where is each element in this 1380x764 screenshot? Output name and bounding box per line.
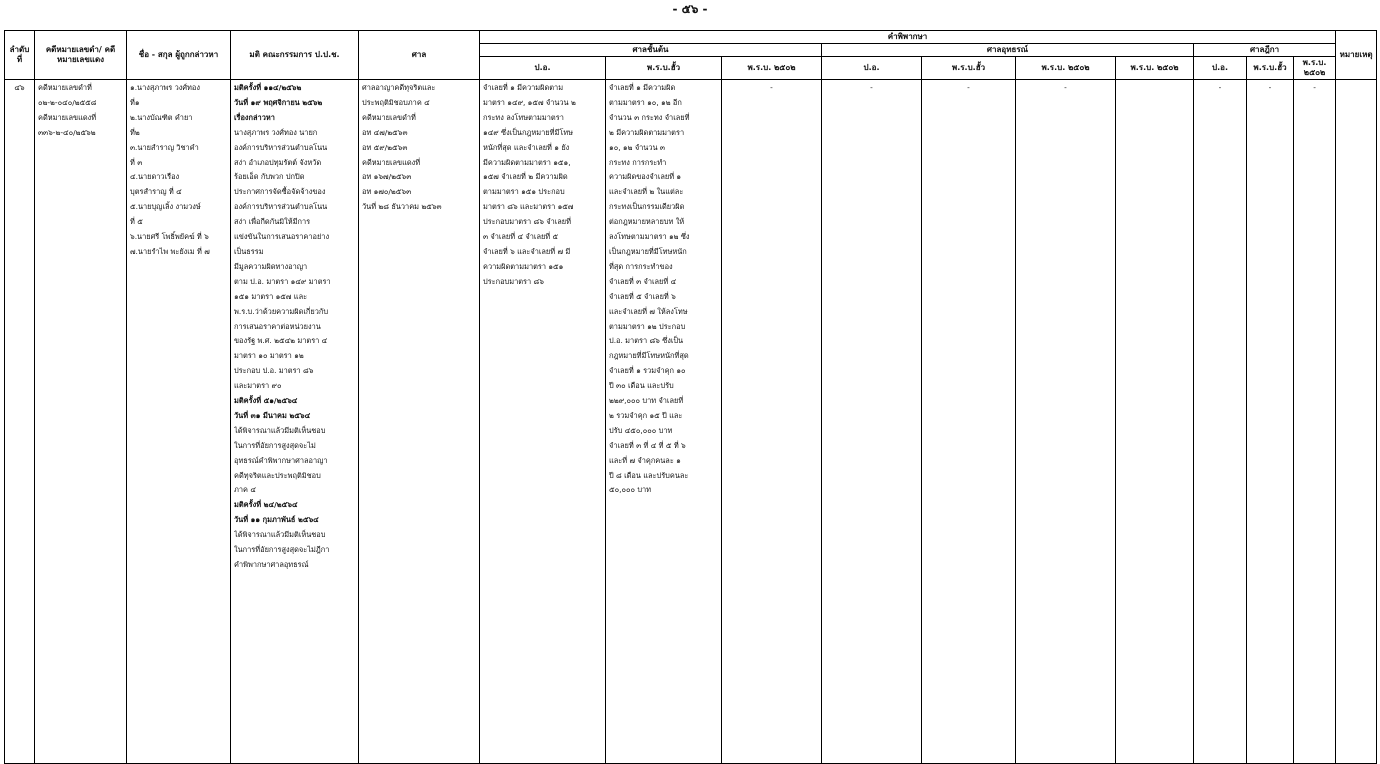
header-appeal-act-2502: พ.ร.บ. ๒๕๐๒ (1016, 57, 1116, 80)
text-line: ปี ๓๐ เดือน และปรับ (609, 381, 674, 391)
text-line: อท ๑๗๐/๒๕๖๓ (362, 187, 412, 197)
text-line: ศาลอาญาคดีทุจริตและ (362, 83, 436, 92)
header-first-instance: ศาลชั้นต้น (480, 44, 822, 57)
text-line: คดีหมายเลขดำที่ (362, 112, 416, 122)
cell-first-act-2502: - (722, 80, 822, 764)
text-line: ในการที่อัยการสูงสุดจะไม่ฎีกา (234, 545, 330, 555)
header-accused: ชื่อ - สกุล ผู้ถูกกล่าวหา (127, 31, 231, 80)
text-line: ลงโทษตามมาตรา ๑๒ ซึ่ง (609, 232, 690, 242)
cell-appeal-bidding-act: - (922, 80, 1016, 764)
text-line: มติครั้งที่ ๕๑/๒๕๖๔ (234, 396, 298, 406)
text-line: ที่๑ (130, 97, 140, 107)
text-line: กระทง ลงโทษตามมาตรา (483, 112, 564, 122)
text-line: จำเลยที่ ๓ จำเลยที่ ๔ (609, 276, 677, 286)
text-line: ตามมาตรา ๑๐, ๑๒ อีก (609, 97, 682, 107)
text-line: อุทธรณ์คำพิพากษาศาลอาญา (234, 455, 328, 465)
text-line: อท ๔๗/๒๕๖๓ (362, 127, 408, 137)
cell-first-bidding-act (606, 80, 722, 764)
text-line: ๒ มีความผิดตามมาตรา (609, 127, 685, 137)
header-row-1 (5, 31, 1377, 44)
text-line: แข่งขันในการเสนอราคาอย่าง (234, 232, 330, 242)
text-line: และจำเลยที่ ๗ ให้ลงโทษ (609, 306, 688, 316)
text-line: กฎหมายที่มีโทษหนักที่สุด (609, 351, 689, 361)
text-line: ของรัฐ พ.ศ. ๒๕๔๒ มาตรา ๔ (234, 336, 328, 346)
header-judgment: คำพิพากษา (480, 31, 1336, 44)
text-line: คดีหมายเลขแดงที่ (38, 112, 97, 122)
text-line: ๓.นายสำราญ วิชาคำ (130, 142, 199, 152)
text-line: มีมูลความผิดทางอาญา (234, 261, 308, 271)
cell-appeal-act-2502-b (1116, 80, 1194, 764)
cell-appeal-act-2502: - (1016, 80, 1116, 764)
text-line: ที่ ๓ (130, 157, 143, 167)
text-line: ๑๕๑ มาตรา ๑๕๗ และ (234, 291, 308, 301)
header-supreme-act-2502-line2: ๒๕๐๒ (1303, 68, 1326, 77)
text-line: ๑๐, ๑๒ จำนวน ๓ (609, 142, 665, 152)
text-line: ประกาศการจัดซื้อจัดจ้างของ (234, 187, 326, 197)
text-line: ประกอบ ป.อ. มาตรา ๘๖ (234, 366, 314, 376)
text-line: จำเลยที่ ๓ ที่ ๔ ที่ ๕ ที่ ๖ (609, 440, 686, 450)
text-line: ที่สุด การกระทำของ (609, 261, 673, 271)
text-line: ประกอบมาตรา ๘๖ (483, 276, 544, 286)
text-line: จำนวน ๓ กระทง จำเลยที่ (609, 112, 690, 122)
text-line: ๕.นายบุญเลิ้ง งามวงษ์ (130, 202, 201, 212)
cell-case-no (35, 80, 127, 764)
text-line: จำเลยที่ ๑ รวมจำคุก ๑๐ (609, 366, 686, 376)
header-appeal: ศาลอุทธรณ์ (822, 44, 1194, 57)
text-line: อท ๑๖๗/๒๕๖๓ (362, 172, 412, 182)
header-resolution: มติ คณะกรรมการ ป.ป.ช. (231, 31, 359, 80)
text-line: คดีหมายเลขดำที่ (38, 83, 92, 92)
text-line: ร้อยเอ็ด กับพวก ปกปิด (234, 172, 305, 182)
text-line: ป.อ. มาตรา ๘๖ ซึ่งเป็น (609, 336, 684, 346)
text-line: ๑.นางสุภาพร วงศ์ทอง (130, 83, 200, 92)
cell-resolution (231, 80, 359, 764)
text-line: ๒ รวมจำคุก ๑๕ ปี และ (609, 410, 683, 420)
text-line: เรื่องกล่าวหา (234, 112, 275, 122)
text-line: ได้พิจารณาแล้วมีมติเห็นชอบ (234, 530, 326, 540)
text-line: จำเลยที่ ๖ และจำเลยที่ ๗ มี (483, 246, 571, 256)
cell-remarks (1336, 80, 1377, 764)
text-line: คดีหมายเลขแดงที่ (362, 157, 421, 167)
text-line: สง่า เพื่อกีดกันมิให้มีการ (234, 217, 311, 227)
text-line: มาตรา ๑๐ มาตรา ๑๒ (234, 351, 304, 361)
text-line: ในการที่อัยการสูงสุดจะไม่ (234, 440, 316, 450)
text-line: ที่๒ (130, 127, 140, 137)
text-line: ๔.นายดาวเรือง (130, 172, 180, 182)
text-line: ๕๐,๐๐๐ บาท (609, 485, 652, 495)
text-line: องค์การบริหารส่วนตำบลโนน (234, 142, 328, 152)
text-line: ตาม ป.อ. มาตรา ๑๔๙ มาตรา (234, 276, 331, 286)
text-line: ๓๓๖-๒-๔๐/๒๕๖๒ (38, 127, 96, 137)
text-line: สง่า อำเภอปทุมรัตต์ จังหวัด (234, 157, 322, 167)
text-line: อท ๕๙/๒๕๖๓ (362, 142, 408, 152)
text-line: กระทง การกระทำ (609, 157, 667, 167)
cell-first-criminal-code (480, 80, 606, 764)
header-appeal-bidding-act: พ.ร.บ.ฮั้ว (922, 57, 1016, 80)
header-supreme-act-2502-line1: พ.ร.บ. (1302, 58, 1327, 67)
text-line: ได้พิจารณาแล้วมีมติเห็นชอบ (234, 425, 326, 435)
text-line: ๓ จำเลยที่ ๔ จำเลยที่ ๕ (483, 232, 559, 242)
header-first-bidding-act: พ.ร.บ.ฮั้ว (606, 57, 722, 80)
text-line: มติครั้งที่ ๒๔/๒๕๖๔ (234, 500, 298, 510)
cell-supreme-bidding-act: - (1247, 80, 1294, 764)
text-line: มาตรา ๘๖ และมาตรา ๑๕๗ (483, 202, 574, 212)
cell-court (359, 80, 480, 764)
text-line: ภาค ๔ (234, 485, 256, 495)
text-line: ตามมาตรา ๑๒ ประกอบ (609, 321, 686, 331)
text-line: ต่อกฎหมายหลายบท ให้ (609, 217, 685, 227)
judgment-table (4, 30, 1377, 764)
text-line: จำเลยที่ ๑ มีความผิดตาม (483, 83, 564, 92)
text-line: และมาตรา ๙๐ (234, 381, 282, 391)
cell-appeal-criminal-code: - (822, 80, 922, 764)
text-line: วันที่ ๓๑ มีนาคม ๒๕๖๔ (234, 410, 311, 420)
header-appeal-act-2502-b: พ.ร.บ. ๒๕๐๒ (1116, 57, 1194, 80)
text-line: คดีทุจริตและประพฤติมิชอบ (234, 470, 321, 480)
text-line: จำเลยที่ ๑ มีความผิด (609, 83, 676, 92)
text-line: ปี ๘ เดือน และปรับคนละ (609, 470, 689, 480)
text-line: ประพฤติมิชอบภาค ๔ (362, 97, 430, 107)
header-first-act-2502: พ.ร.บ. ๒๕๐๒ (722, 57, 822, 80)
text-line: ตามมาตรา ๑๕๑ ประกอบ (483, 187, 565, 197)
text-line: ๐๒-๒-๐๔๐/๒๕๕๘ (38, 97, 97, 107)
header-first-criminal-code: ป.อ. (480, 57, 606, 80)
header-supreme-criminal-code: ป.อ. (1194, 57, 1247, 80)
text-line: ๒.นางบัณฑิต คำยา (130, 112, 193, 122)
text-line: เป็นกฎหมายที่มีโทษหนัก (609, 246, 687, 256)
cell-supreme-criminal-code: - (1194, 80, 1247, 764)
text-line: องค์การบริหารส่วนตำบลโนน (234, 202, 328, 212)
header-case-no: คดีหมายเลขดำ/ คดีหมายเลขแดง (35, 31, 127, 80)
header-court: ศาล (359, 31, 480, 80)
header-appeal-criminal-code: ป.อ. (822, 57, 922, 80)
text-line: ๗.นายรำไพ พะยังเม ที่ ๗ (130, 246, 210, 256)
text-line: หนักที่สุด และจำเลยที่ ๑ ยัง (483, 142, 570, 152)
cell-order: ๔๖ (5, 80, 35, 764)
text-line: ปรับ ๔๕๐,๐๐๐ บาท (609, 425, 673, 435)
text-line: วันที่ ๒๘ ธันวาคม ๒๕๖๓ (362, 202, 442, 212)
text-line: ที่ ๕ (130, 217, 143, 227)
text-line: พ.ร.บ.ว่าด้วยความผิดเกี่ยวกับ (234, 306, 329, 316)
header-remarks: หมายเหตุ (1336, 31, 1377, 80)
text-line: กระทงเป็นกรรมเดียวผิด (609, 202, 685, 212)
text-line: ๖.นายศรี โพธิ์พยัคฆ์ ที่ ๖ (130, 232, 209, 242)
text-line: วันที่ ๑๙ พฤศจิกายน ๒๕๖๒ (234, 97, 323, 107)
header-supreme-act-2502 (1294, 57, 1336, 80)
header-supreme-bidding-act: พ.ร.บ.ฮั้ว (1247, 57, 1294, 80)
text-line: การเสนอราคาต่อหน่วยงาน (234, 321, 321, 331)
text-line: ๑๔๙ ซึ่งเป็นกฎหมายที่มีโทษ (483, 127, 574, 137)
text-line: เป็นธรรม (234, 246, 264, 256)
text-line: ๒๒๙,๐๐๐ บาท จำเลยที่ (609, 396, 684, 406)
cell-supreme-act-2502: - (1294, 80, 1336, 764)
header-order: ลำดับที่ (5, 31, 35, 80)
text-line: มาตรา ๑๔๙, ๑๕๗ จำนวน ๒ (483, 97, 576, 107)
text-line: ความผิดของจำเลยที่ ๑ (609, 172, 682, 182)
text-line: มีความผิดตามมาตรา ๑๕๑, (483, 157, 571, 167)
text-line: ประกอบมาตรา ๘๖ จำเลยที่ (483, 217, 572, 227)
table-row (5, 80, 1377, 764)
text-line: คำพิพากษาศาลอุทธรณ์ (234, 560, 309, 569)
text-line: บุตรสำราญ ที่ ๔ (130, 187, 182, 197)
cell-accused (127, 80, 231, 764)
text-line: ๑๕๗ จำเลยที่ ๒ มีความผิด (483, 172, 568, 182)
text-line: และจำเลยที่ ๒ ในแต่ละ (609, 187, 684, 197)
text-line: จำเลยที่ ๕ จำเลยที่ ๖ (609, 291, 676, 301)
text-line: วันที่ ๑๑ กุมภาพันธ์ ๒๕๖๔ (234, 515, 319, 525)
page-number: - ๕๖ - (672, 2, 708, 16)
text-line: ความผิดตามมาตรา ๑๕๑ (483, 261, 564, 271)
text-line: และที่ ๗ จำคุกคนละ ๑ (609, 455, 681, 465)
text-line: นางสุภาพร วงศ์ทอง นายก (234, 127, 318, 137)
header-supreme: ศาลฎีกา (1194, 44, 1336, 57)
text-line: มติครั้งที่ ๑๑๔/๒๕๖๒ (234, 83, 302, 92)
